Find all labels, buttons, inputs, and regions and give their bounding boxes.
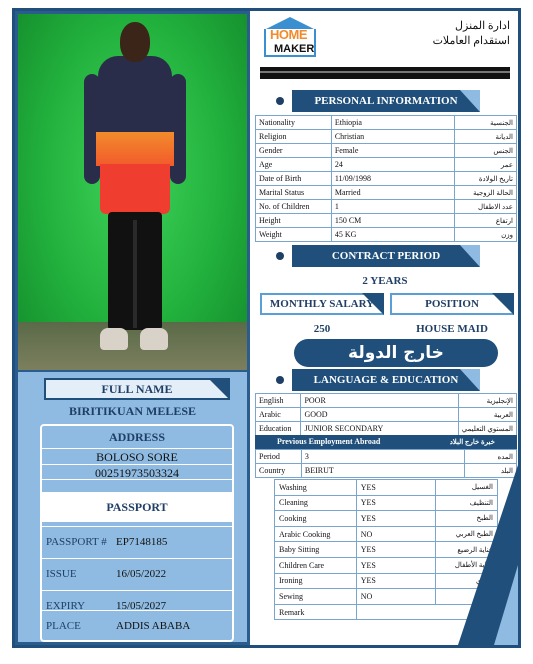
table-row: English POOR الإنجليزية (256, 394, 517, 408)
fullname-value: BIRITIKUAN MELESE (68, 404, 197, 418)
table-row: Children Care YES عناية الأطفال (275, 557, 498, 573)
table-row: Remark (275, 604, 498, 620)
position-label: POSITION (390, 293, 514, 315)
table-row: No. of Children 1 عدد الاطفال (256, 200, 517, 214)
personal-info-table (255, 115, 517, 242)
bullet-icon (276, 252, 284, 260)
passport-row: PLACE ADDIS ABABA (42, 610, 232, 640)
address-box (40, 424, 234, 642)
language-education-header: LANGUAGE & EDUCATION (292, 369, 480, 391)
table-row: Gender Female الجنس (256, 144, 517, 158)
person-figure (90, 14, 180, 370)
table-row: Cooking YES الطبخ (275, 511, 498, 527)
decorative-corner-inner (494, 565, 518, 645)
monthly-salary-value: 250 (313, 323, 331, 335)
table-row: Period 3 المده (256, 450, 517, 464)
bullet-icon (276, 97, 284, 105)
right-column (252, 11, 518, 645)
table-row: Marital Status Married الحالة الزوجية (256, 186, 517, 200)
home-maker-logo: HOME MAKER (260, 17, 330, 65)
header-divider (260, 67, 510, 79)
passport-row: PASSPORT # EP7148185 (42, 526, 232, 556)
table-row: Nationality Ethiopia الجنسية (256, 116, 517, 130)
address-phone: 00251973503324 (42, 464, 232, 480)
table-row: Arabic GOOD العربية (256, 408, 517, 422)
candidate-photo (18, 14, 247, 370)
contract-period-header: CONTRACT PERIOD (292, 245, 480, 267)
fullname-label: FULL NAME (44, 378, 230, 400)
table-row: Washing YES الغسيل (275, 480, 498, 496)
position-value: HOUSE MAID (416, 323, 488, 335)
table-row: Sewing NO خياطة (275, 589, 498, 605)
address-label: ADDRESS (108, 430, 165, 444)
monthly-salary-label: MONTHLY SALARY (260, 293, 384, 315)
address-line-1: BOLOSO SORE (42, 448, 232, 464)
bullet-icon (276, 376, 284, 384)
table-row: Age 24 عمر (256, 158, 517, 172)
table-row: Arabic Cooking NO الطبخ العربي (275, 526, 498, 542)
table-row: Date of Birth 11/09/1998 تاريخ الولادة (256, 172, 517, 186)
arabic-title: ادارة المنزل استقدام العاملات (432, 20, 510, 47)
table-row: Cleaning YES التنظيف (275, 495, 498, 511)
abroad-badge: خارج الدولة (294, 339, 498, 367)
language-table (255, 393, 517, 436)
previous-employment-header: Previous Employment Abroad خبرة خارج البلاد (255, 435, 517, 449)
cv-frame (12, 8, 521, 648)
table-row: Ironing YES الكوي (275, 573, 498, 589)
passport-label: PASSPORT (42, 492, 232, 522)
table-row: Height 150 CM ارتفاع (256, 214, 517, 228)
left-info-panel (18, 372, 247, 642)
passport-row: ISSUE 16/05/2022 (42, 558, 232, 588)
left-column (15, 11, 250, 645)
table-row: Religion Christian الديانة (256, 130, 517, 144)
table-row: Country BEIRUT البلد (256, 464, 517, 478)
personal-info-header: PERSONAL INFORMATION (292, 90, 480, 112)
table-row: Education JUNIOR SECONDARY المستوي التعليمي (256, 422, 517, 436)
passport-row: EXPIRY 15/05/2027 (42, 590, 232, 620)
table-row: Weight 45 KG وزن (256, 228, 517, 242)
contract-years: 2 YEARS (362, 275, 408, 287)
table-row: Baby Sitting YES عناية الرضيع (275, 542, 498, 558)
